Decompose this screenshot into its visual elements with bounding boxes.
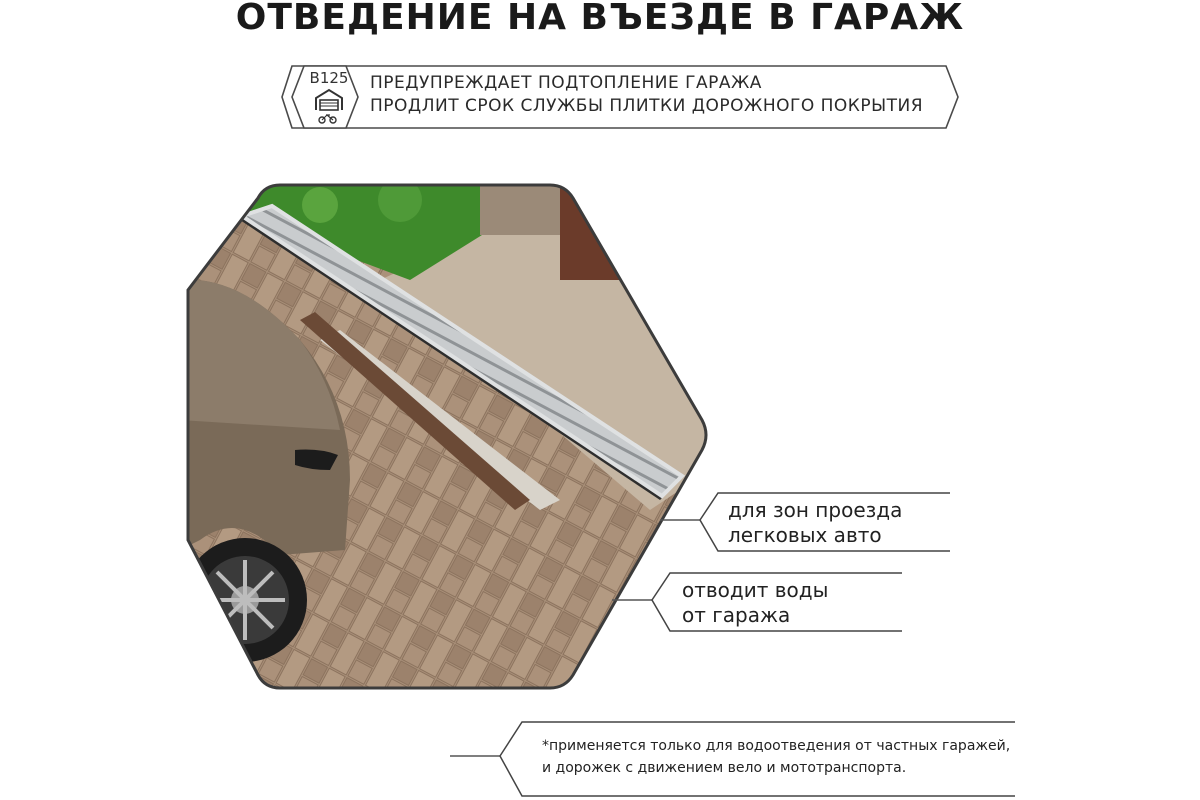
load-class-badge [302, 68, 356, 128]
callout-car-zones-line1: для зон проезда [728, 498, 903, 522]
footnote-line2: и дорожек с движением вело и мототранспорта. [542, 760, 907, 776]
benefit-flood: ПРЕДУПРЕЖДАЕТ ПОДТОПЛЕНИЕ ГАРАЖА [370, 73, 762, 93]
benefits-banner [280, 64, 960, 130]
load-class-label: B125 [309, 69, 349, 87]
callout-car-zones-line2: легковых авто [728, 523, 882, 547]
callout-water-drain-line2: от гаража [682, 603, 791, 627]
callout-water-drain [612, 570, 912, 634]
garage-icon [302, 68, 356, 128]
footnote-box [450, 720, 1020, 800]
callout-car-zones [660, 490, 960, 554]
page-title: ОТВЕДЕНИЕ НА ВЪЕЗДЕ В ГАРАЖ [235, 0, 965, 38]
benefit-paving: ПРОДЛИТ СРОК СЛУЖБЫ ПЛИТКИ ДОРОЖНОГО ПОКРЫТИЯ [370, 96, 924, 116]
callout-water-drain-line1: отводит воды [682, 578, 829, 602]
footnote-line1: *применяется только для водоотведения от частных гаражей, [542, 738, 1011, 754]
